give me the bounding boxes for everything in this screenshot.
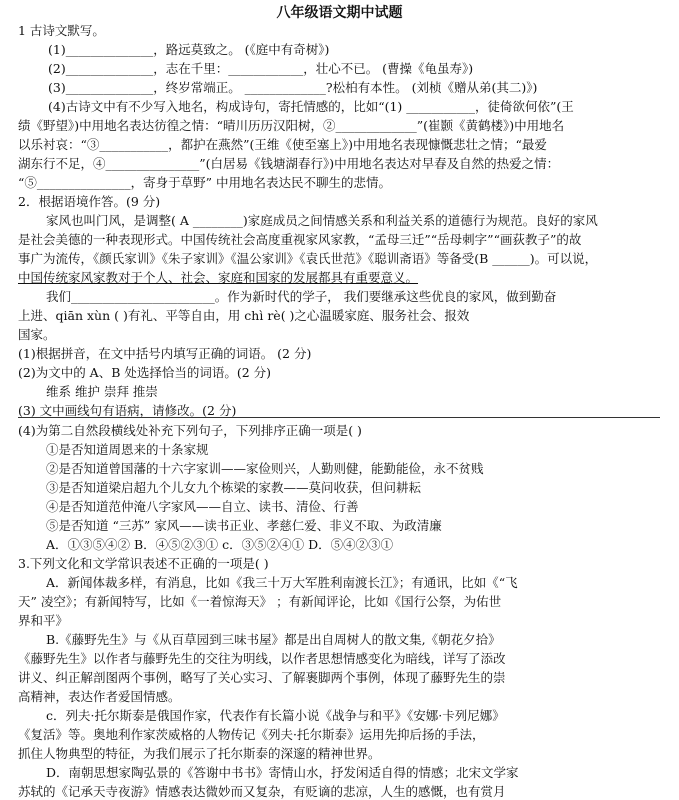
q2-passage-7: 国家。 <box>18 327 56 342</box>
q2-passage-5: 我们_______________________。作为新时代的学子， 我们要继承这些优良的家风，做到勤奋 <box>46 289 557 304</box>
q1-line-6: 以乐衬哀：“③___________，都护在燕然”(王维《使至塞上》)中用地名表现慷慨悲壮之情；“最爱 <box>18 137 547 152</box>
page-title: 八年级语文期中试题 <box>276 5 403 21</box>
q4-item-5: ⑤是否知道 “三苏” 家风——读书正业、孝慈仁爱、非义不取、为政清廉 <box>46 518 442 533</box>
q3-line-12: 苏轼的《记承天寺夜游》情感表达微妙而又复杂，有贬谪的悲凉，人生的感慨，也有赏月 <box>18 784 506 799</box>
q3-line-7: 高精神，表达作者爱国情感。 <box>18 689 181 704</box>
q1-line-8: “⑤_______________，寄身于草野” 中用地名表达民不聊生的悲情。 <box>18 175 392 190</box>
q2-sub-1: (1)根据拼音，在文中括号内填写正确的词语。 (2 分) <box>18 346 312 361</box>
q3-line-11: D．南朝思想家陶弘景的《答谢中书书》寄情山水，抒发闲适自得的情感；北宋文学家 <box>46 765 519 780</box>
q3-line-9: 《复活》等。奥地利作家茨威格的人物传记《列夫·托尔斯泰》运用先抑后扬的手法， <box>18 727 485 742</box>
q1-line-5: 绩《野望》)中用地名表达彷徨之情：“晴川历历汉阳树，②_____________”(崔颢《黄鹤楼》)中用地名 <box>18 118 565 133</box>
q1-heading: 1 古诗文默写。 <box>18 23 105 38</box>
q3-line-10: 抓住人物典型的特征，为我们展示了托尔斯泰的深邃的精神世界。 <box>18 746 381 761</box>
q3-line-6: 讲义、纠正解剖图两个事例，略写了关心实习、了解裹脚两个事例，体现了藤野先生的崇 <box>18 670 506 685</box>
q3-stem: 3.下列文化和文学常识表述不正确的一项是( ) <box>18 556 269 571</box>
q2-passage-3: 事广为流传，《颜氏家训》《朱子家训》《温公家训》《袁氏世范》《聪训斋语》等备受(B ______)。可以说， <box>18 251 598 266</box>
q3-line-5: 《藤野先生》以作者与藤野先生的交往为明线，以作者思想情感变化为暗线，详写了添改 <box>18 651 506 666</box>
q2-sub-3: (3) 文中画线句有语病，请修改。(2 分) <box>18 403 237 418</box>
q4-item-4: ④是否知道范仲淹八字家风——自立、读书、清俭、行善 <box>46 499 359 514</box>
q2-passage-2: 是社会美德的一种表现形式。中国传统社会高度重视家风家教，“孟母三迁”“岳母刺字”“画荻教子”的故 <box>18 232 582 247</box>
q3-line-3: 界和平》 <box>18 613 69 628</box>
q2-passage-1: 家风也叫门风，是调整( A ________)家庭成员之间情感关系和利益关系的道德行为规范。良好的家风 <box>46 213 598 228</box>
q1-line-1: (1)______________，路远莫致之。 (《庭中有奇树》) <box>48 42 330 57</box>
q1-line-7: 湖东行不足，④_______________”(白居易《钱塘湖春行》)中用地名表达对早春及自然的热爱之情： <box>18 156 560 171</box>
q1-line-3: (3)______________，终岁常端正。 _____________?松柏有本性。 (刘桢《赠从弟(其二)》) <box>48 80 538 95</box>
q3-line-2: 天” 凌空》；有新闻特写，比如《一着惊海天》 ；有新闻评论，比如《国行公祭，为佑世 <box>18 594 502 609</box>
q2-passage-underlined: 中国传统家风家教对于个人、社会、家庭和国家的发展都具有重要意义。 <box>18 270 419 285</box>
q2-heading: 2．根据语境作答。(9 分) <box>18 194 161 209</box>
q2-passage-6: 上进、qiān xùn ( )有礼、平等自由，用 chì rè( )之心温暖家庭、服务社会、报效 <box>18 308 470 323</box>
answer-line <box>18 417 660 418</box>
q3-line-1: A．新闻体裁多样，有消息，比如《我三十万大军胜利南渡长江》；有通讯，比如《“飞 <box>46 575 518 590</box>
q1-line-2: (2)______________，志在千里：____________，壮心不已。 (曹操《龟虽寿》) <box>48 61 474 76</box>
q4-item-1: ①是否知道周恩来的十条家规 <box>46 442 209 457</box>
q4-stem: (4)为第二自然段横线处补充下列句子，下列排序正确一项是( ) <box>18 423 362 438</box>
q4-options: A．①③⑤④② B．④⑤②③① c．③⑤②④① D．⑤④②③① <box>46 537 394 552</box>
q3-line-4: B.《藤野先生》与《从百草园到三味书屋》都是出自周树人的散文集,《朝花夕拾》 <box>46 632 501 647</box>
q3-line-8: c．列夫·托尔斯泰是俄国作家，代表作有长篇小说《战争与和平》《安娜·卡列尼娜》 <box>46 708 505 723</box>
q1-line-4: (4)古诗文中有不少写入地名，构成诗句，寄托情感的，比如“(1) ___________，徒倚欲何依”(王 <box>48 99 574 114</box>
q4-item-2: ②是否知道曾国藩的十六字家训——家俭则兴，人勤则健，能勤能俭，永不贫贱 <box>46 461 484 476</box>
q4-item-3: ③是否知道梁启超九个儿女九个栋梁的家教——莫问收获，但问耕耘 <box>46 480 422 495</box>
q2-sub-2: (2)为文中的 A、B 处选择恰当的词语。(2 分) <box>18 365 272 380</box>
q2-word-choices: 维系 维护 崇拜 推崇 <box>46 384 158 399</box>
